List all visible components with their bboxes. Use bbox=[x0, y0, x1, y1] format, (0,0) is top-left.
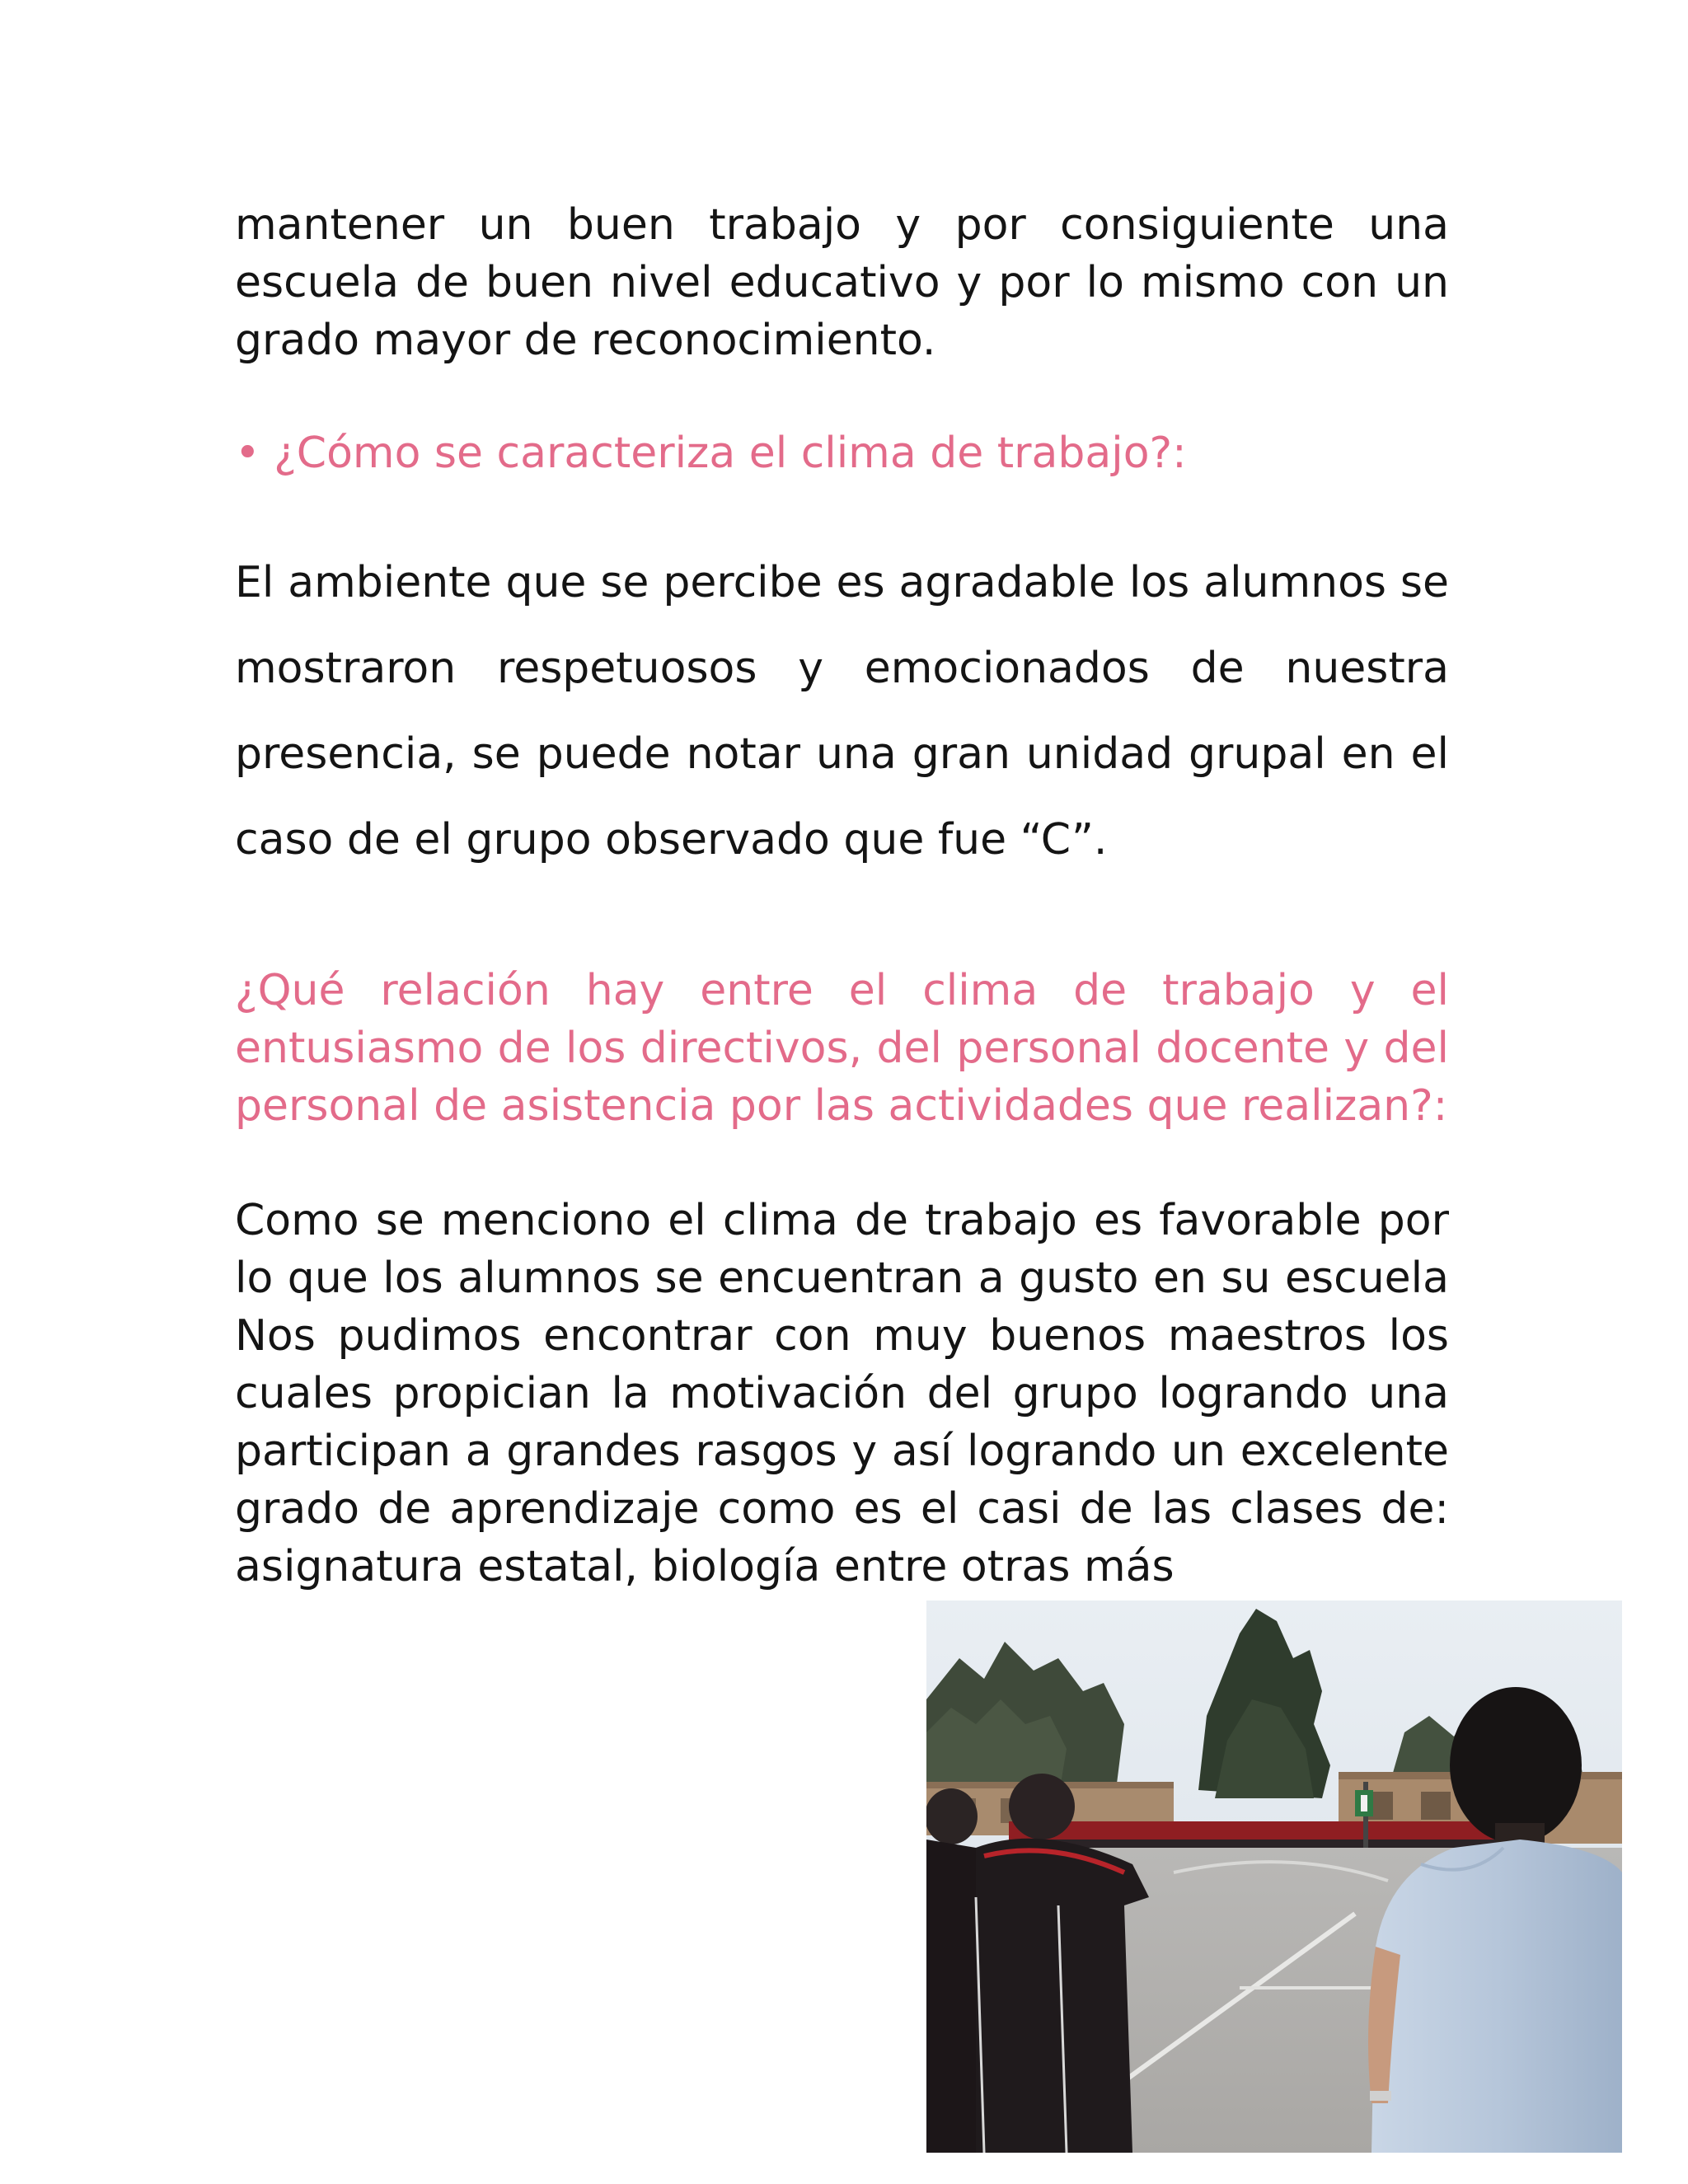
question-heading-2: ¿Qué relación hay entre el clima de trabajo y el entusiasmo de los directivos, del personal docente y del personal de asistencia por las actividades que realizan?: bbox=[235, 966, 1449, 1131]
answer-paragraph-2: Como se menciono el clima de trabajo es favorable por lo que los alumnos se encuentran a gusto en su escuela Nos pudimos encontrar con muy buenos maestros los cuales propician la motivación del grupo logrando una participan a grandes rasgos y así logrando un excelente grado de aprendizaje como es el casi de las clases de: asignatura estatal, biología entre otras más bbox=[235, 1196, 1449, 1591]
answer-paragraph-1: El ambiente que se percibe es agradable los alumnos se mostraron respetuosos y emocionados de nuestra presencia, se puede notar una gran unidad grupal en el caso de el grupo observado que fue “C”. bbox=[235, 558, 1449, 865]
question-heading-1: • ¿Cómo se caracteriza el clima de trabajo?: bbox=[235, 429, 1187, 478]
intro-paragraph: mantener un buen trabajo y por consiguiente una escuela de buen nivel educativo y por lo mismo con un grado mayor de reconocimiento. bbox=[235, 200, 1449, 365]
school-courtyard-photo bbox=[926, 1601, 1622, 2153]
